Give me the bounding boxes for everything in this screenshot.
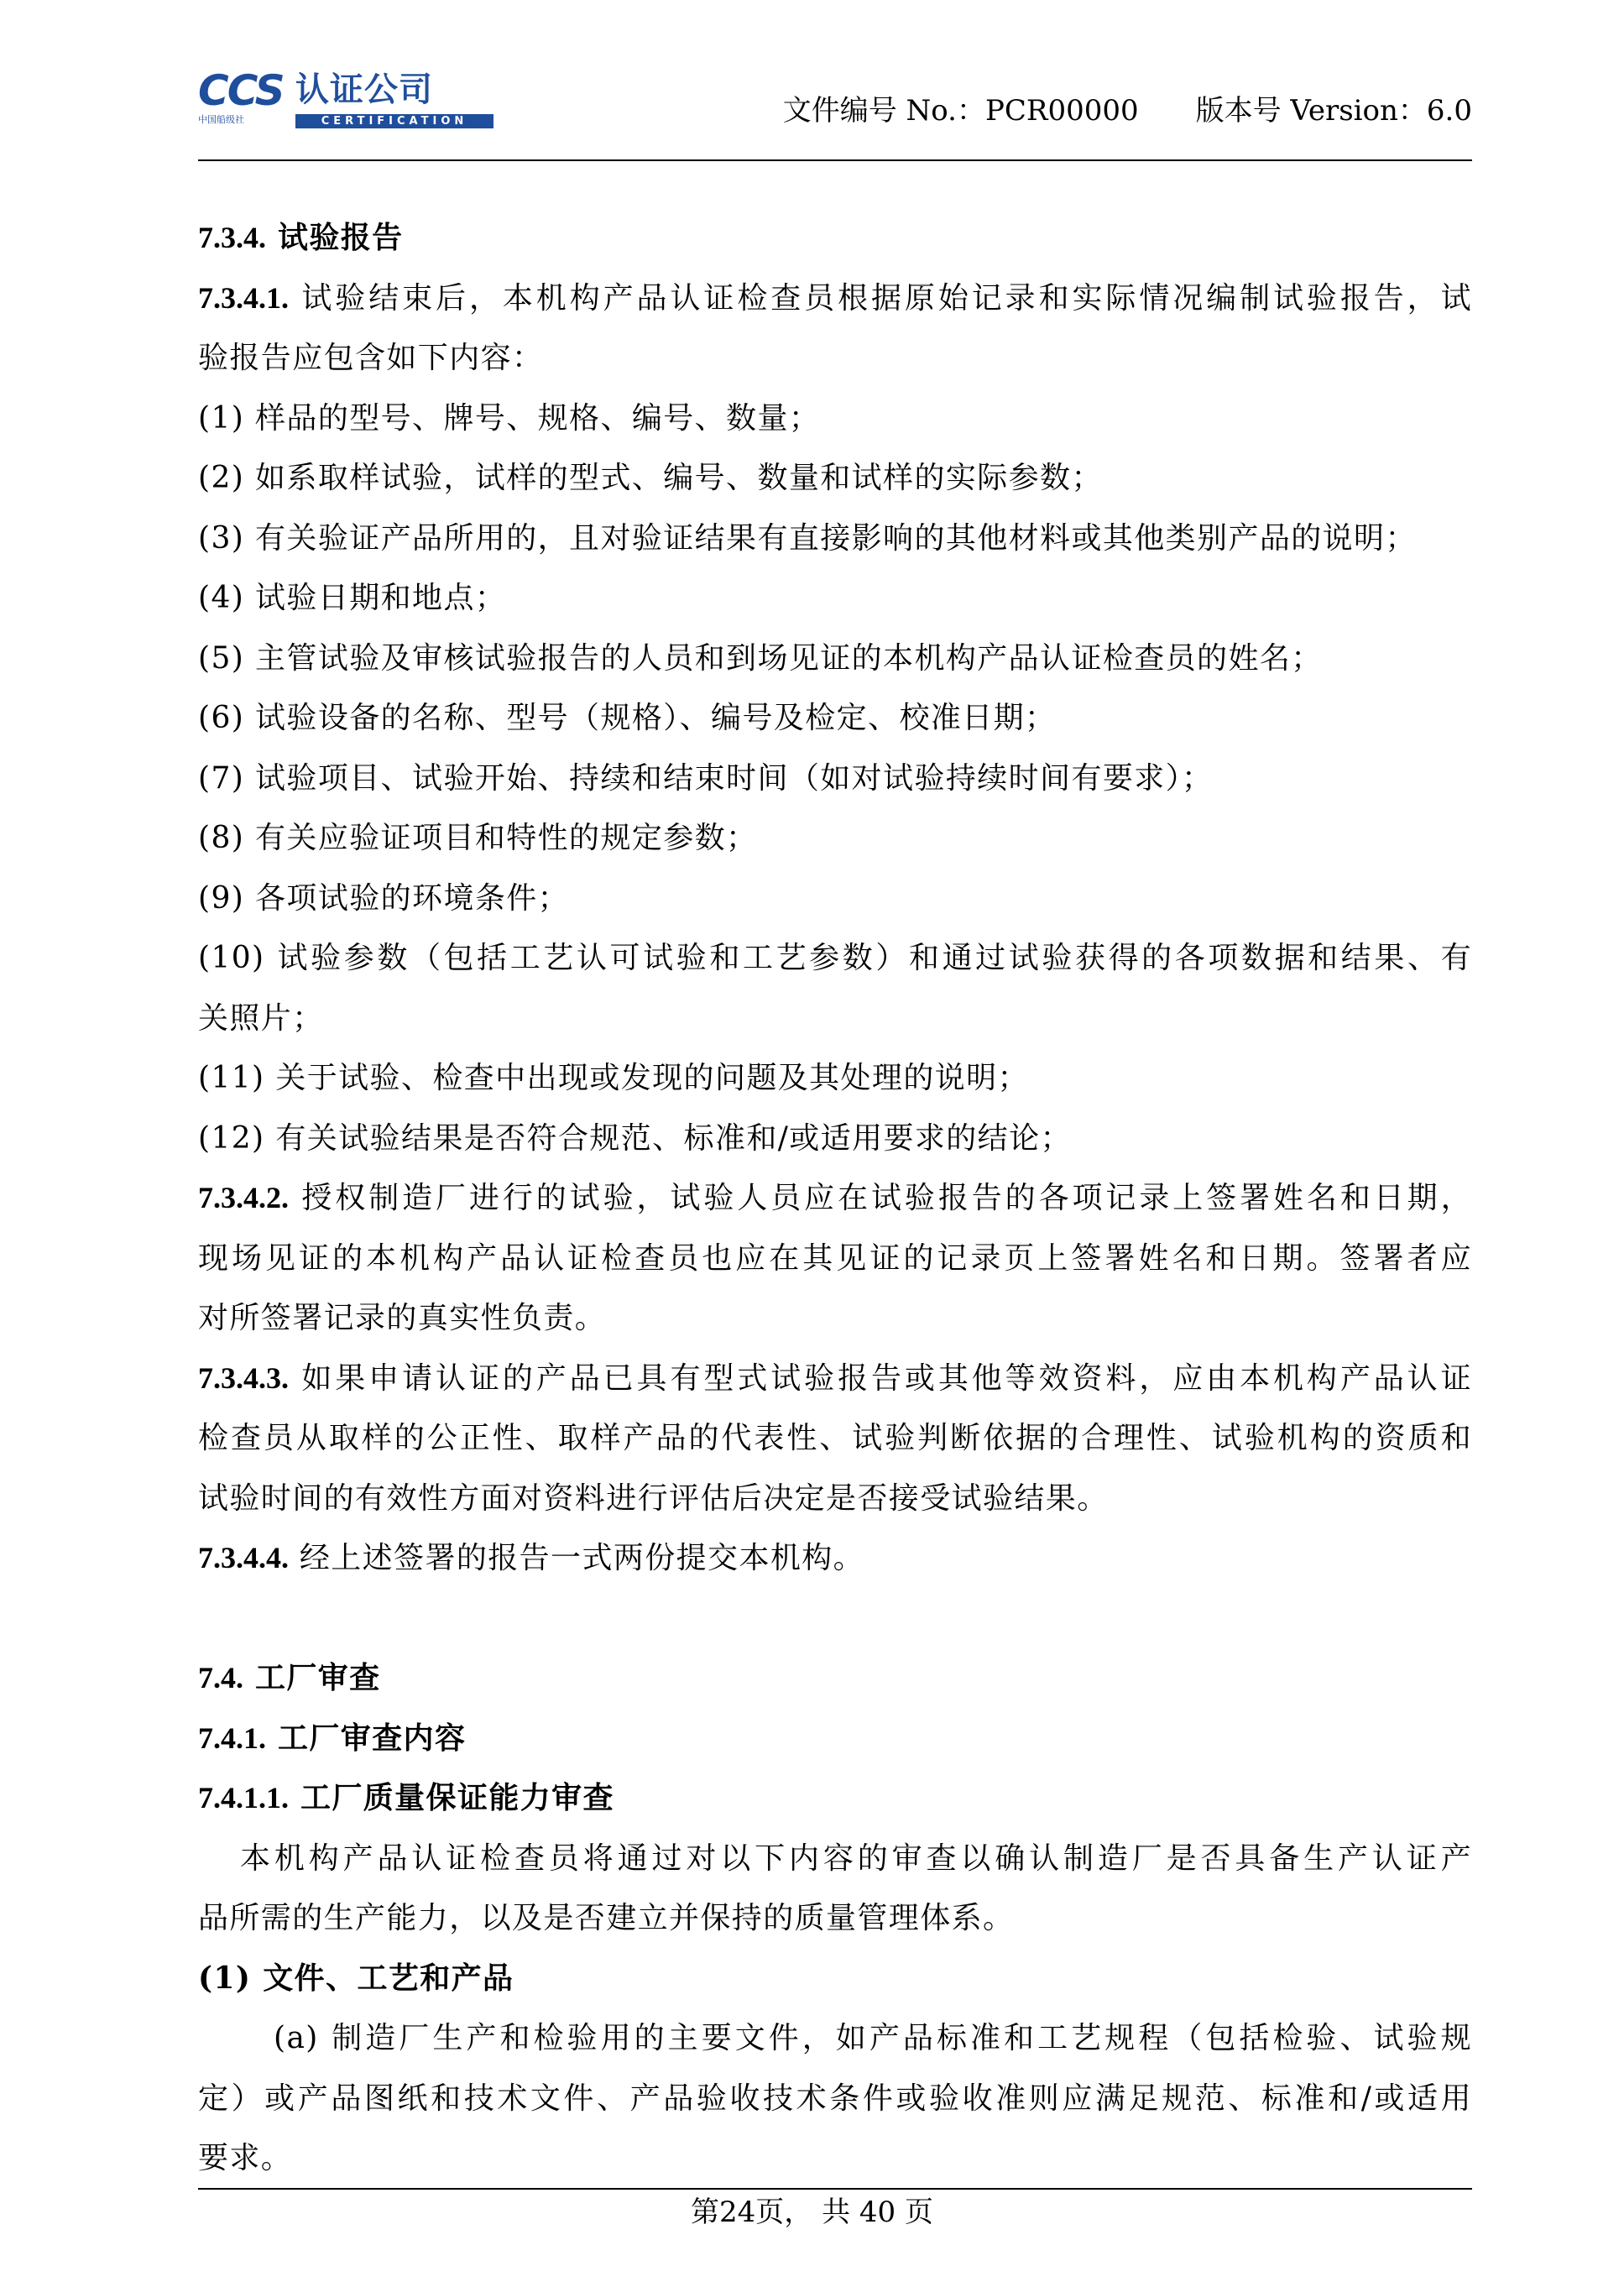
list-item-8: (8) 有关应验证项目和特性的规定参数； <box>198 821 758 855</box>
list-item-5: (5) 主管试验及审核试验报告的人员和到场见证的本机构产品认证检查员的姓名； <box>198 640 1323 676</box>
list-item-1: (1) 样品的型号、牌号、规格、编号、数量； <box>198 400 821 436</box>
heading-7-4-1-1 <box>198 1768 1472 1829</box>
paragraph-7-3-4-4 <box>198 1528 1472 1589</box>
clause-number: 7.3.4.4. <box>198 1541 289 1574</box>
paragraph-7-3-4-1-line1 <box>198 269 1472 329</box>
logo-subtitle: 中国船级社 <box>198 114 244 125</box>
heading-number: 7.4. <box>198 1661 243 1694</box>
page-number: 第24页， 共 40 页 <box>691 2196 933 2229</box>
paragraph-audit-line2: 品所需的生产能力，以及是否建立并保持的质量管理体系。 <box>198 1901 1015 1935</box>
heading-title: 工厂审查内容 <box>277 1720 467 1756</box>
list-item-6: (6) 试验设备的名称、型号（规格）、编号及检定、校准日期； <box>198 701 1057 735</box>
document-body <box>198 208 1472 2189</box>
paragraph-text: 如果申请认证的产品已具有型式试验报告或其他等效资料，应由本机构产品认证 <box>301 1360 1472 1396</box>
logo-certification-bar: CERTIFICATION <box>295 114 493 128</box>
header-divider <box>198 159 1472 161</box>
heading-title: 工厂审查 <box>254 1660 381 1695</box>
paragraph-7-3-4-3-line1 <box>198 1349 1472 1409</box>
paragraph-text: 经上述签署的报告一式两份提交本机构。 <box>299 1541 865 1575</box>
logo-chinese-text: 认证公司 <box>295 70 433 109</box>
heading-number: 7.3.4. <box>198 221 266 254</box>
list-item-10-line1: (10) 试验参数（包括工艺认可试验和工艺参数）和通过试验获得的各项数据和结果、有 <box>198 941 1472 975</box>
subheading-documents-process-products: (1) 文件、工艺和产品 <box>198 1960 514 1996</box>
clause-number: 7.3.4.3. <box>198 1360 289 1395</box>
logo-ccs-text: CCS <box>198 66 284 115</box>
ccs-certification-logo <box>198 66 500 129</box>
paragraph-text: 试验结束后，本机构产品认证检查员根据原始记录和实际情况编制试验报告，试 <box>301 280 1472 316</box>
blank-line <box>198 1589 1472 1649</box>
document-number: 文件编号 No.：PCR00000 版本号 Version：6.0 <box>782 94 1472 128</box>
footer-divider <box>198 2188 1472 2190</box>
clause-number: 7.3.4.2. <box>198 1181 289 1214</box>
list-item-7: (7) 试验项目、试验开始、持续和结束时间（如对试验持续时间有要求）； <box>198 760 1214 796</box>
page-header <box>198 59 1472 159</box>
list-item-11: (11) 关于试验、检查中出现或发现的问题及其处理的说明； <box>198 1061 1029 1095</box>
list-item-3: (3) 有关验证产品所用的，且对验证结果有直接影响的其他材料或其他类别产品的说明； <box>198 520 1417 556</box>
list-item-10-line2: 关照片； <box>198 1000 324 1036</box>
clause-number: 7.3.4.1. <box>198 280 289 315</box>
list-item-9: (9) 各项试验的环境条件； <box>198 880 570 916</box>
heading-number: 7.4.1.1. <box>198 1781 289 1814</box>
list-item-2: (2) 如系取样试验，试样的型式、编号、数量和试样的实际参数； <box>198 461 1103 495</box>
list-item-4: (4) 试验日期和地点； <box>198 581 507 615</box>
heading-title: 工厂质量保证能力审查 <box>300 1780 614 1815</box>
paragraph-7-3-4-2-line1 <box>198 1168 1472 1229</box>
paragraph-7-3-4-3-line2: 检查员从取样的公正性、取样产品的代表性、试验判断依据的合理性、试验机构的资质和 <box>198 1421 1472 1455</box>
paragraph-text: 授权制造厂进行的试验，试验人员应在试验报告的各项记录上签署姓名和日期， <box>301 1181 1472 1215</box>
heading-7-4 <box>198 1648 1472 1709</box>
heading-title: 试验报告 <box>277 220 404 255</box>
paragraph-a-line3: 要求。 <box>198 2141 293 2175</box>
heading-7-4-1 <box>198 1709 1472 1769</box>
paragraph-a-line2: 定）或产品图纸和技术文件、产品验收技术条件或验收准则应满足规范、标准和/或适用 <box>198 2081 1472 2116</box>
heading-number: 7.4.1. <box>198 1720 266 1755</box>
paragraph-7-3-4-1-line2: 验报告应包含如下内容： <box>198 341 544 375</box>
paragraph-7-3-4-2-line2: 现场见证的本机构产品认证检查员也应在其见证的记录页上签署姓名和日期。签署者应 <box>198 1240 1472 1276</box>
paragraph-audit-line1: 本机构产品认证检查员将通过对以下内容的审查以确认制造厂是否具备生产认证产 <box>240 1841 1472 1876</box>
paragraph-a-line1: (a) 制造厂生产和检验用的主要文件，如产品标准和工艺规程（包括检验、试验规 <box>274 2021 1472 2055</box>
paragraph-7-3-4-2-line3: 对所签署记录的真实性负责。 <box>198 1301 607 1335</box>
paragraph-7-3-4-3-line3: 试验时间的有效性方面对资料进行评估后决定是否接受试验结果。 <box>198 1480 1109 1516</box>
list-item-12: (12) 有关试验结果是否符合规范、标准和/或适用要求的结论； <box>198 1120 1072 1156</box>
heading-7-3-4 <box>198 208 1472 269</box>
